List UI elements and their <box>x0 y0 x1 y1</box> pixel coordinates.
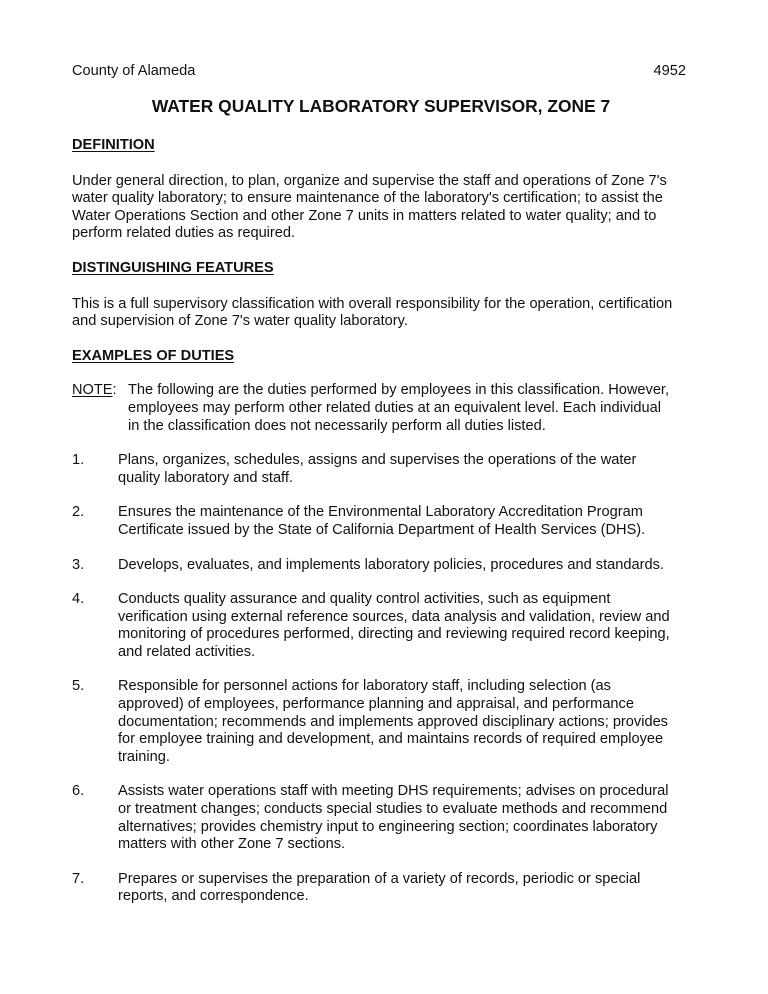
text-line: employees may perform other related duties at an equivalent level. Each individual <box>128 399 661 416</box>
duty-text <box>118 783 686 853</box>
examples-of-duties-heading: EXAMPLES OF DUTIES <box>72 347 235 364</box>
duty-text <box>118 557 686 575</box>
text-line: and related activities. <box>118 643 256 660</box>
text-line: approved) of employees, performance planning and appraisal, and performance <box>118 696 634 713</box>
text-line: The following are the duties performed by employees in this classification. However, <box>128 382 670 399</box>
text-line: Conducts quality assurance and quality control activities, such as equipment <box>118 591 611 608</box>
text-line: alternatives; provides chemistry input to engineering section; coordinates laboratory <box>118 818 658 835</box>
text-line: Ensures the maintenance of the Environmental Laboratory Accreditation Program <box>118 504 643 521</box>
duty-number: 2. <box>72 504 85 521</box>
duty-text <box>118 452 686 487</box>
duty-item <box>72 591 686 661</box>
duty-item <box>72 504 686 539</box>
text-line: Certificate issued by the State of California Department of Health Services (DHS). <box>118 521 646 538</box>
text-line: Under general direction, to plan, organize and supervise the staff and operations of Zone 7's <box>72 172 667 189</box>
note-label <box>72 382 128 435</box>
text-line: training. <box>118 748 170 765</box>
organization-name: County of Alameda <box>72 63 196 79</box>
text-line: matters with other Zone 7 sections. <box>118 836 346 853</box>
text-line: and supervision of Zone 7's water quality laboratory. <box>72 313 408 330</box>
note-colon: : <box>112 382 117 399</box>
note-text <box>128 382 686 435</box>
duties-note <box>72 382 686 435</box>
distinguishing-features-heading: DISTINGUISHING FEATURES <box>72 259 274 276</box>
duty-text <box>118 871 686 906</box>
duty-number: 6. <box>72 783 85 800</box>
text-line: Assists water operations staff with meeting DHS requirements; advises on procedural <box>118 783 669 800</box>
definition-paragraph <box>72 173 686 243</box>
text-line: Develops, evaluates, and implements laboratory policies, procedures and standards. <box>118 556 664 573</box>
text-line: or treatment changes; conducts special studies to evaluate methods and recommend <box>118 801 668 818</box>
duty-number: 5. <box>72 678 85 695</box>
duty-text <box>118 678 686 766</box>
text-line: documentation; recommends and implements approved disciplinary actions; provides <box>118 713 668 730</box>
note-label-text: NOTE <box>72 382 113 399</box>
definition-heading: DEFINITION <box>72 137 155 153</box>
duty-number: 4. <box>72 591 85 608</box>
document-title: WATER QUALITY LABORATORY SUPERVISOR, ZONE 7 <box>151 96 611 116</box>
duty-number: 1. <box>72 452 85 469</box>
class-code: 4952 <box>653 63 686 79</box>
duty-text <box>118 504 686 539</box>
document-header <box>72 63 686 81</box>
text-line: reports, and correspondence. <box>118 888 309 905</box>
text-line: Prepares or supervises the preparation of a variety of records, periodic or special <box>118 870 641 887</box>
duty-item <box>72 452 686 487</box>
duty-number: 3. <box>72 556 85 573</box>
text-line: for employee training and development, and maintains records of required employee <box>118 731 664 748</box>
document-page <box>72 63 686 906</box>
duty-item <box>72 678 686 766</box>
text-line: water quality laboratory; to ensure maintenance of the laboratory's certification; to assist the <box>72 190 663 207</box>
duty-number: 7. <box>72 870 85 887</box>
text-line: Water Operations Section and other Zone 7 units in matters related to water quality; and to <box>72 207 657 224</box>
text-line: verification using external reference sources, data analysis and validation, review and <box>118 608 670 625</box>
duty-item <box>72 871 686 906</box>
text-line: Plans, organizes, schedules, assigns and supervises the operations of the water <box>118 452 637 469</box>
distinguishing-features-paragraph <box>72 296 686 331</box>
text-line: in the classification does not necessarily perform all duties listed. <box>128 417 546 434</box>
duty-item <box>72 783 686 853</box>
text-line: quality laboratory and staff. <box>118 469 293 486</box>
duty-item <box>72 557 686 575</box>
text-line: perform related duties as required. <box>72 225 296 242</box>
text-line: monitoring of procedures performed, directing and reviewing required record keeping, <box>118 626 670 643</box>
duty-text <box>118 591 686 661</box>
text-line: Responsible for personnel actions for laboratory staff, including selection (as <box>118 678 611 695</box>
text-line: This is a full supervisory classification with overall responsibility for the operation, certification <box>72 295 673 312</box>
